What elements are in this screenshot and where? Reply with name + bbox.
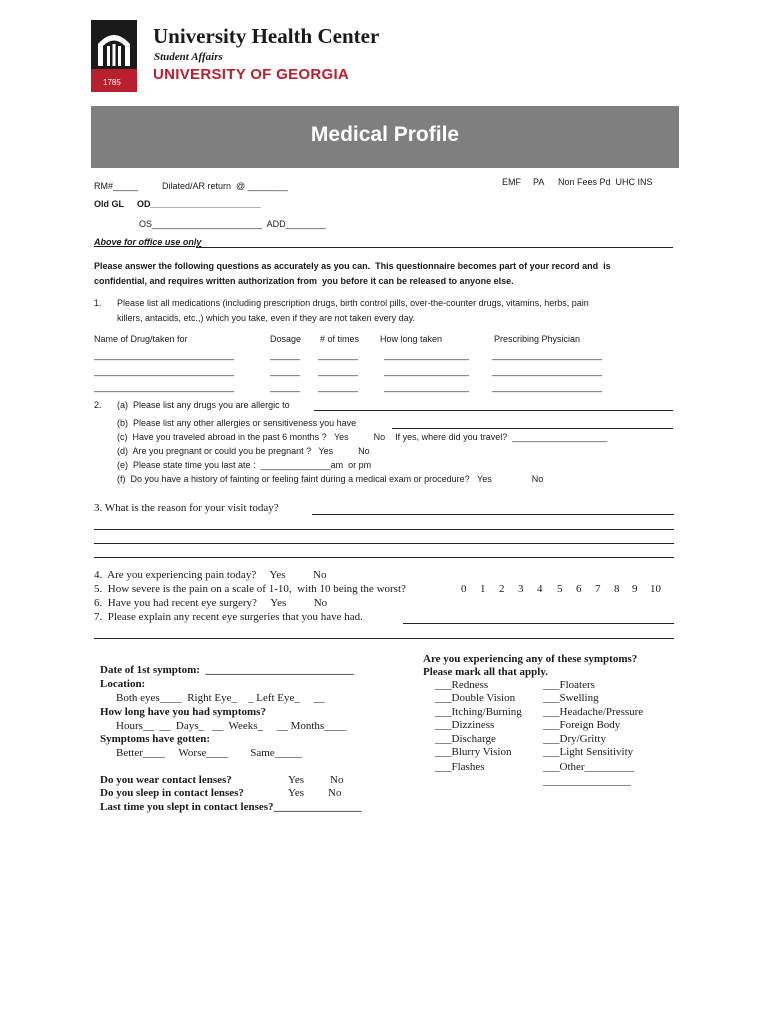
col-dosage: Dosage <box>270 334 302 344</box>
symptoms-trend-label: Symptoms have gotten: <box>100 733 210 745</box>
contacts-wear-question: Do you wear contact lenses? <box>100 774 232 786</box>
q2d-text: (d) Are you pregnant or could you be pregnant ? Yes No <box>117 446 370 456</box>
symptom-discharge[interactable]: ___Discharge <box>435 733 496 745</box>
contacts-wear-no[interactable]: No <box>330 774 344 786</box>
contacts-wear-yes[interactable]: Yes <box>288 774 305 786</box>
symptom-dizziness[interactable]: ___Dizziness <box>435 719 495 731</box>
duration-label: How long have you had symptoms? <box>100 706 266 718</box>
symptom-headache-pressure[interactable]: ___Headache/Pressure <box>543 706 644 718</box>
med-row-2-how-long[interactable]: _________________ <box>384 366 470 376</box>
intro-line-2: confidential, and requires written authorization from you before it can be released to anyone else. <box>94 276 514 286</box>
symptom-light-sensitivity[interactable]: ___Light Sensitivity <box>543 746 634 758</box>
contacts-sleep-question: Do you sleep in contact lenses? <box>100 787 244 799</box>
pain-scale-6[interactable]: 6 <box>576 583 582 595</box>
med-row-3-how-long[interactable]: _________________ <box>384 382 470 392</box>
med-row-3-name[interactable]: ____________________________ <box>94 382 235 392</box>
q2b-answer-line[interactable] <box>392 428 673 429</box>
q3-text: 3. What is the reason for your visit today? <box>94 502 279 514</box>
student-affairs-subtitle: Student Affairs <box>154 51 223 63</box>
med-row-1-name[interactable]: ____________________________ <box>94 350 235 360</box>
col-physician: Prescribing Physician <box>494 334 581 344</box>
dilated-field[interactable]: Dilated/AR return @ ________ <box>162 181 288 191</box>
os-add-field[interactable]: OS______________________ ADD________ <box>139 219 326 229</box>
med-row-3-times[interactable]: ________ <box>318 382 359 392</box>
symptom-other[interactable]: ___Other_________ <box>543 761 635 773</box>
med-row-1-dosage[interactable]: ______ <box>270 350 301 360</box>
q2b-text: (b) Please list any other allergies or sensitiveness you have <box>117 418 357 428</box>
col-how-long: How long taken <box>380 334 443 344</box>
q6-text: 6. Have you had recent eye surgery? Yes No <box>94 597 328 609</box>
pain-scale-7[interactable]: 7 <box>595 583 601 595</box>
od-field[interactable]: OD______________________ <box>137 199 261 209</box>
symptom-swelling[interactable]: ___Swelling <box>543 692 599 704</box>
pain-scale-9[interactable]: 9 <box>632 583 638 595</box>
q7-answer-line-0[interactable] <box>403 623 674 624</box>
q1-number: 1. <box>94 298 102 308</box>
q3-answer-line-1[interactable] <box>94 529 674 530</box>
symptom-floaters[interactable]: ___Floaters <box>543 679 595 691</box>
q3-answer-line-0[interactable] <box>312 514 674 515</box>
col-drug-name: Name of Drug/taken for <box>94 334 188 344</box>
q2a-answer-line[interactable] <box>314 410 673 411</box>
pain-scale-0[interactable]: 0 <box>461 583 467 595</box>
q1-text-1: Please list all medications (including prescription drugs, birth control pills, over-the-counter drugs, vitamins, herbs, pain <box>117 298 589 308</box>
symptom-redness[interactable]: ___Redness <box>435 679 489 691</box>
symptom-other-continued[interactable]: ________________ <box>543 775 631 787</box>
last-slept-contacts[interactable]: Last time you slept in contact lenses?________________ <box>100 801 362 813</box>
pain-scale-1[interactable]: 1 <box>480 583 486 595</box>
col-times: # of times <box>320 334 360 344</box>
pain-scale-3[interactable]: 3 <box>518 583 524 595</box>
pain-scale-5[interactable]: 5 <box>557 583 563 595</box>
location-label: Location: <box>100 678 146 690</box>
university-health-center-title: University Health Center <box>153 24 380 48</box>
med-row-2-physician[interactable]: ______________________ <box>492 366 603 376</box>
symptoms-question: Are you experiencing any of these symptoms? <box>423 653 638 665</box>
office-divider <box>196 247 673 248</box>
date-first-symptom[interactable]: Date of 1st symptom: ___________________________ <box>100 664 354 676</box>
title-banner <box>91 106 679 168</box>
pain-scale-2[interactable]: 2 <box>499 583 505 595</box>
pain-scale-10[interactable]: 10 <box>650 583 661 595</box>
med-row-3-dosage[interactable]: ______ <box>270 382 301 392</box>
old-gl-label: Old GL <box>94 199 124 209</box>
logo-year: 1785 <box>103 78 121 87</box>
q3-answer-line-2[interactable] <box>94 543 674 544</box>
symptoms-trend-options[interactable]: Better____ Worse____ Same_____ <box>116 747 303 759</box>
q7-answer-line-1[interactable] <box>94 638 674 639</box>
med-row-1-times[interactable]: ________ <box>318 350 359 360</box>
symptom-dry-gritty[interactable]: ___Dry/Gritty <box>543 733 606 745</box>
q2c-text: (c) Have you traveled abroad in the past 6 months ? Yes No If yes, where did you travel? ___________________ <box>117 432 608 442</box>
duration-options[interactable]: Hours__ __ Days_ __ Weeks_ __ Months____ <box>116 720 347 732</box>
symptom-double-vision[interactable]: ___Double Vision <box>435 692 516 704</box>
symptom-blurry-vision[interactable]: ___Blurry Vision <box>435 746 512 758</box>
q2a-text: (a) Please list any drugs you are allergic to <box>117 400 290 410</box>
q4-text: 4. Are you experiencing pain today? Yes No <box>94 569 327 581</box>
intro-line-1: Please answer the following questions as accurately as you can. This questionnaire becomes part of your record and is <box>94 261 611 271</box>
med-row-2-dosage[interactable]: ______ <box>270 366 301 376</box>
symptom-foreign-body[interactable]: ___Foreign Body <box>543 719 621 731</box>
q2-number: 2. <box>94 400 102 410</box>
med-row-2-times[interactable]: ________ <box>318 366 359 376</box>
page-title: Medical Profile <box>310 123 460 146</box>
q5-text: 5. How severe is the pain on a scale of 1-10, with 10 being the worst? <box>94 583 406 595</box>
university-of-georgia-name: UNIVERSITY OF GEORGIA <box>153 66 350 83</box>
contacts-sleep-yes[interactable]: Yes <box>288 787 305 799</box>
pa-label: PA <box>533 177 545 187</box>
office-use-note: Above for office use only <box>94 237 202 247</box>
med-row-1-how-long[interactable]: _________________ <box>384 350 470 360</box>
pain-scale-8[interactable]: 8 <box>614 583 620 595</box>
contacts-sleep-no[interactable]: No <box>328 787 342 799</box>
q7-text: 7. Please explain any recent eye surgeries that you have had. <box>94 611 363 623</box>
q3-answer-line-3[interactable] <box>94 557 674 558</box>
university-logo <box>91 20 137 92</box>
med-row-1-physician[interactable]: ______________________ <box>492 350 603 360</box>
med-row-2-name[interactable]: ____________________________ <box>94 366 235 376</box>
symptom-itching-burning[interactable]: ___Itching/Burning <box>435 706 522 718</box>
q1-text-2: killers, antacids, etc.,) which you take, even if they are not taken every day. <box>117 313 415 323</box>
pain-scale-4[interactable]: 4 <box>537 583 543 595</box>
med-row-3-physician[interactable]: ______________________ <box>492 382 603 392</box>
symptom-flashes[interactable]: ___Flashes <box>435 761 485 773</box>
fees-label: Non Fees Pd UHC INS <box>558 177 653 187</box>
emf-label: EMF <box>502 177 521 187</box>
location-options[interactable]: Both eyes____ Right Eye_ _ Left Eye_ __ <box>116 692 325 704</box>
q2e-text: (e) Please state time you last ate : ______________am or pm <box>117 460 372 470</box>
mark-all-instruction: Please mark all that apply. <box>423 666 548 678</box>
q2f-text: (f) Do you have a history of fainting or feeling faint during a medical exam or procedure? Yes No <box>117 474 544 484</box>
rm-field[interactable]: RM#_____ <box>94 181 139 191</box>
